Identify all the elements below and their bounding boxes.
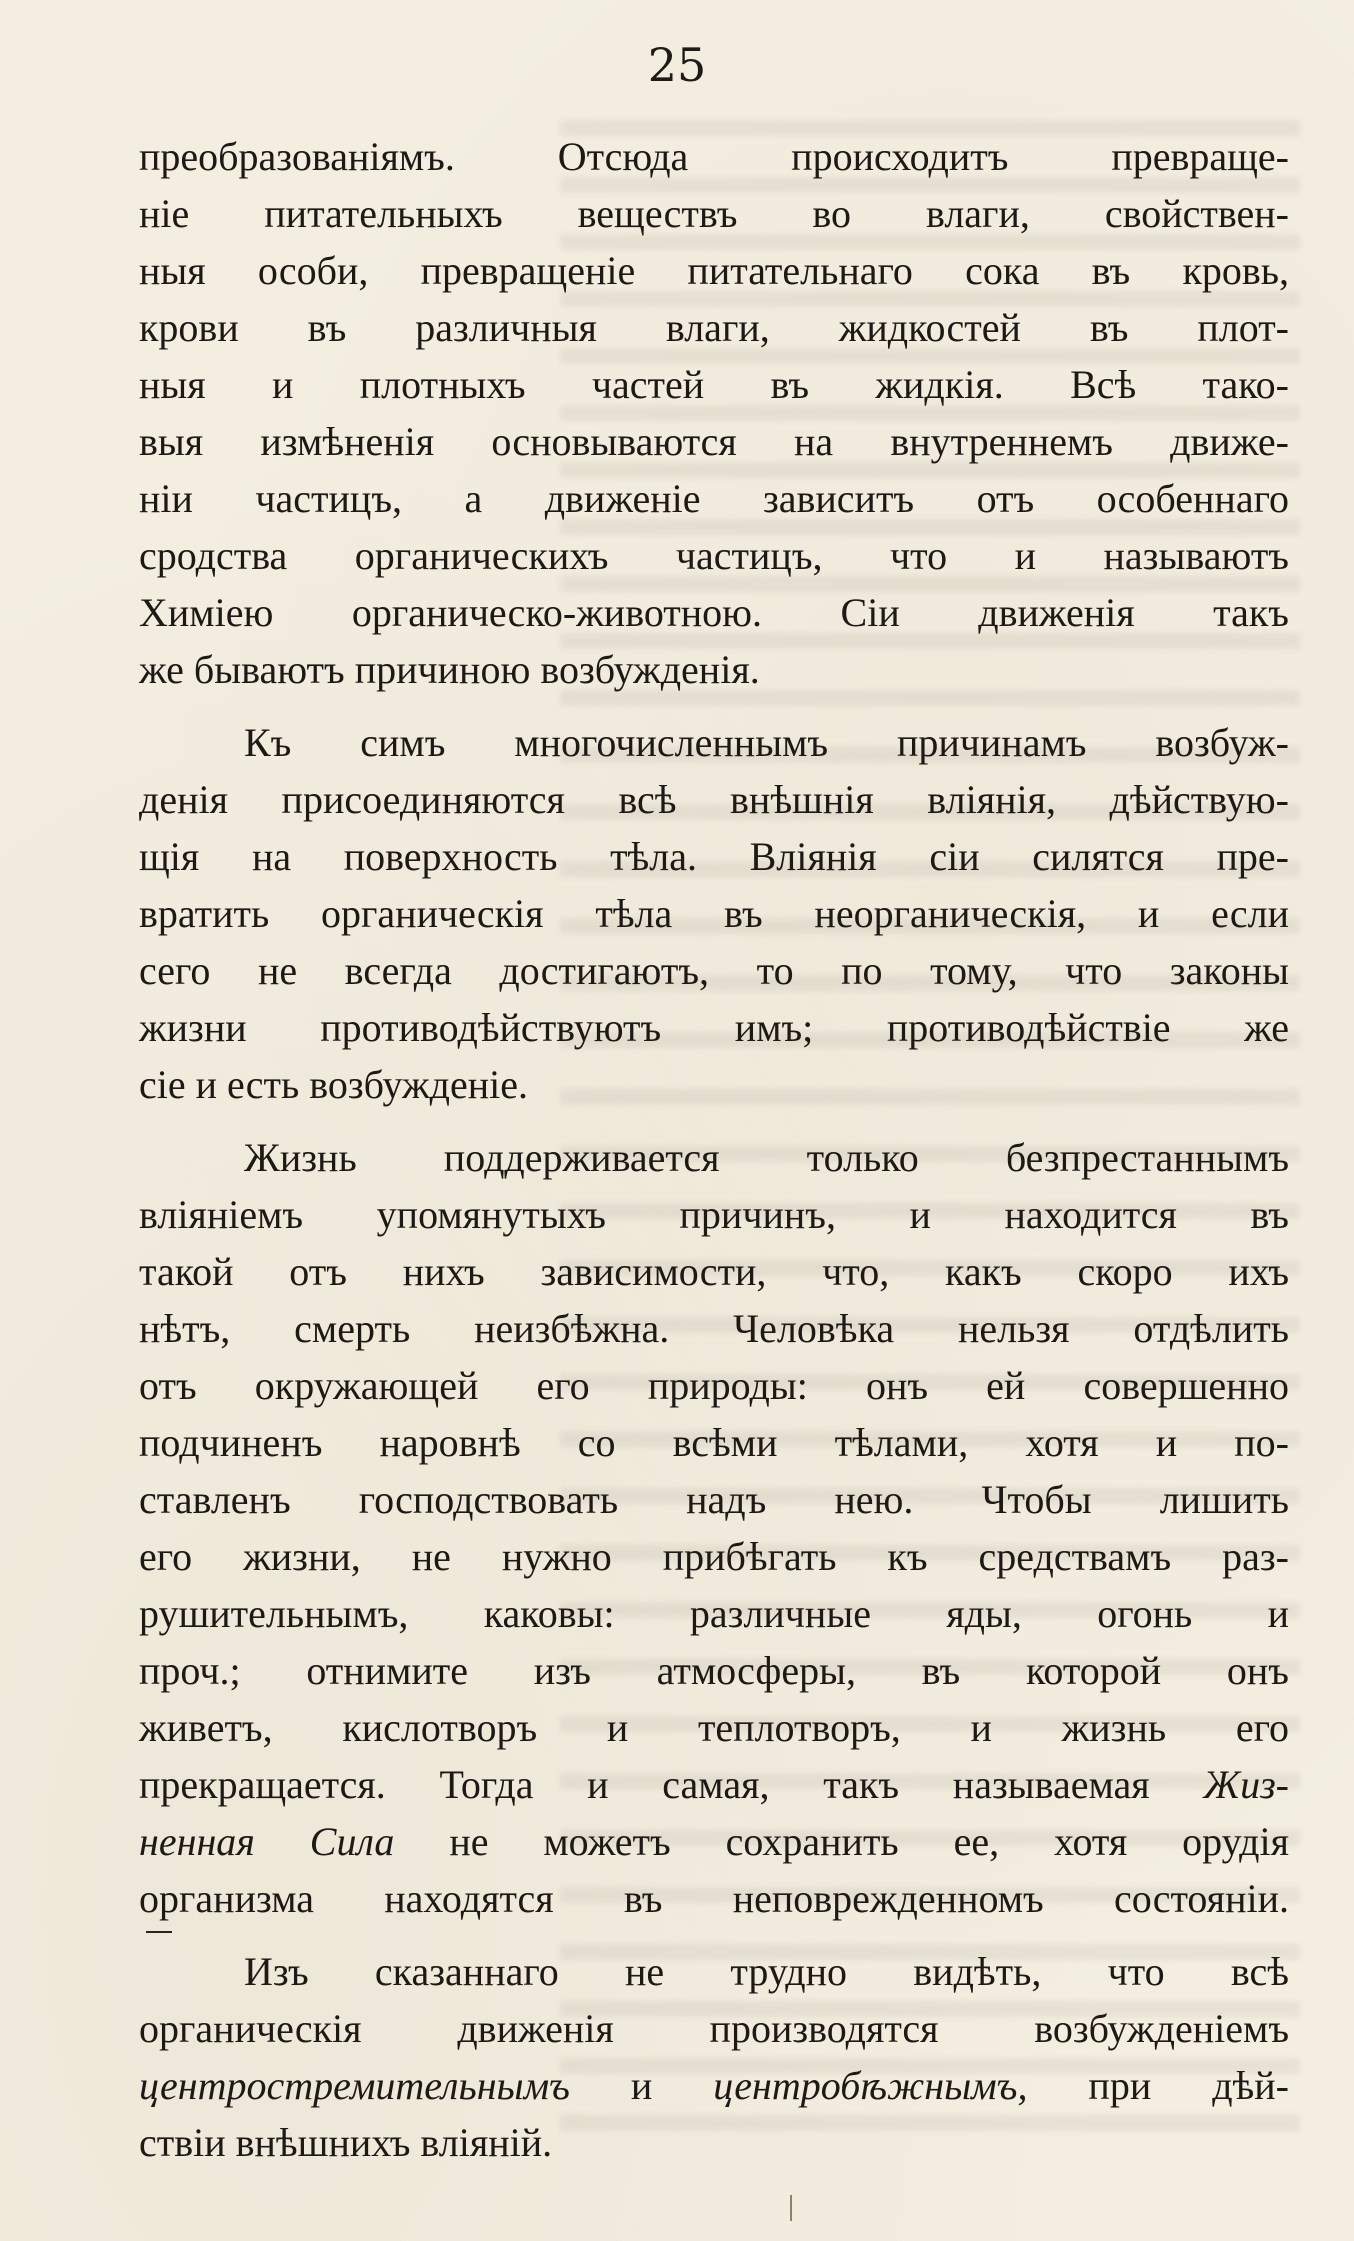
text-line: подчиненъ наровнѣ со всѣми тѣлами, хотя и по- <box>139 1420 1289 1465</box>
italic-fragment: Жиз- <box>1203 1762 1289 1807</box>
italic-fragment: центробѣжнымъ, <box>713 2063 1028 2108</box>
text-line: ствiи внѣшнихъ влiянiй. <box>139 2120 553 2165</box>
text-line: организма находятся въ неповрежденномъ состоянiи. <box>139 1876 1289 1921</box>
paragraph-4 <box>139 1943 1289 2171</box>
italic-fragment: центростремительнымъ <box>139 2063 570 2108</box>
text-line: денiя присоединяются всѣ внѣшнiя влiянiя, дѣйствую- <box>139 777 1289 822</box>
text-line: Жизнь поддерживается только безпрестаннымъ <box>244 1135 1289 1180</box>
text-line: влiянiемъ упомянутыхъ причинъ, и находится въ <box>139 1192 1289 1237</box>
text-line: крови въ различныя влаги, жидкостей въ плот- <box>139 305 1289 350</box>
text-line <box>139 1756 1289 1813</box>
paper-mark <box>790 2195 792 2221</box>
ink-mark <box>146 1931 172 1933</box>
text-line: сего не всегда достигаютъ, то по тому, что законы <box>139 948 1289 993</box>
text-fragment: и <box>630 2063 653 2108</box>
text-fragment: при дѣй- <box>1088 2063 1289 2108</box>
text-line: органическiя движенiя производятся возбужденiемъ <box>139 2006 1289 2051</box>
text-line: рушительнымъ, каковы: различные яды, огонь и <box>139 1591 1289 1636</box>
text-line: такой отъ нихъ зависимости, что, какъ скоро ихъ <box>139 1249 1289 1294</box>
paragraph-2 <box>139 714 1289 1113</box>
paragraph-1 <box>139 128 1289 698</box>
text-line <box>139 2057 1289 2114</box>
text-line: живетъ, кислотворъ и теплотворъ, и жизнь его <box>139 1705 1289 1750</box>
text-line: Къ симъ многочисленнымъ причинамъ возбуж- <box>244 720 1289 765</box>
text-line: нiи частицъ, а движенiе зависитъ отъ особеннаго <box>139 476 1289 521</box>
text-line: жизни противодѣйствуютъ имъ; противодѣйствiе же <box>139 1005 1289 1050</box>
text-line: Изъ сказаннаго не трудно видѣть, что всѣ <box>244 1949 1289 1994</box>
text-line: преобразованiямъ. Отсюда происходитъ превраще- <box>139 134 1289 179</box>
text-line: нiе питательныхъ веществъ во влаги, свойствен- <box>139 191 1289 236</box>
text-line: ныя и плотныхъ частей въ жидкiя. Всѣ тако- <box>139 362 1289 407</box>
text-line: же бываютъ причиною возбужденiя. <box>139 647 760 692</box>
text-line: Химiею органическо-животною. Сiи движенiя такъ <box>139 590 1289 635</box>
text-line: нѣтъ, смерть неизбѣжна. Человѣка нельзя отдѣлить <box>139 1306 1289 1351</box>
italic-fragment: Сила <box>309 1819 395 1864</box>
page-number: 25 <box>647 38 707 92</box>
text-line: отъ окружающей его природы: онъ ей совершенно <box>139 1363 1289 1408</box>
text-line <box>139 1813 1289 1870</box>
paragraph-3 <box>139 1129 1289 1927</box>
text-line: ставленъ господствовать надъ нею. Чтобы лишить <box>139 1477 1289 1522</box>
text-line: его жизни, не нужно прибѣгать къ средствамъ раз- <box>139 1534 1289 1579</box>
text-line: сродства органическихъ частицъ, что и называютъ <box>139 533 1289 578</box>
text-line: щiя на поверхность тѣла. Влiянiя сiи силятся пре- <box>139 834 1289 879</box>
text-fragment: прекращается. Тогда и самая, такъ называемая <box>139 1762 1150 1807</box>
text-fragment: не можетъ сохранить ее, хотя орудiя <box>449 1819 1289 1864</box>
text-line: сiе и есть возбужденiе. <box>139 1062 528 1107</box>
italic-fragment: ненная <box>139 1819 255 1864</box>
text-line: вратить органическiя тѣла въ неорганическiя, и если <box>139 891 1289 936</box>
text-line: выя измѣненiя основываются на внутреннемъ движе- <box>139 419 1289 464</box>
text-line: проч.; отнимите изъ атмосферы, въ которой онъ <box>139 1648 1289 1693</box>
page-body <box>139 128 1289 2171</box>
text-line: ныя особи, превращенiе питательнаго сока въ кровь, <box>139 248 1289 293</box>
